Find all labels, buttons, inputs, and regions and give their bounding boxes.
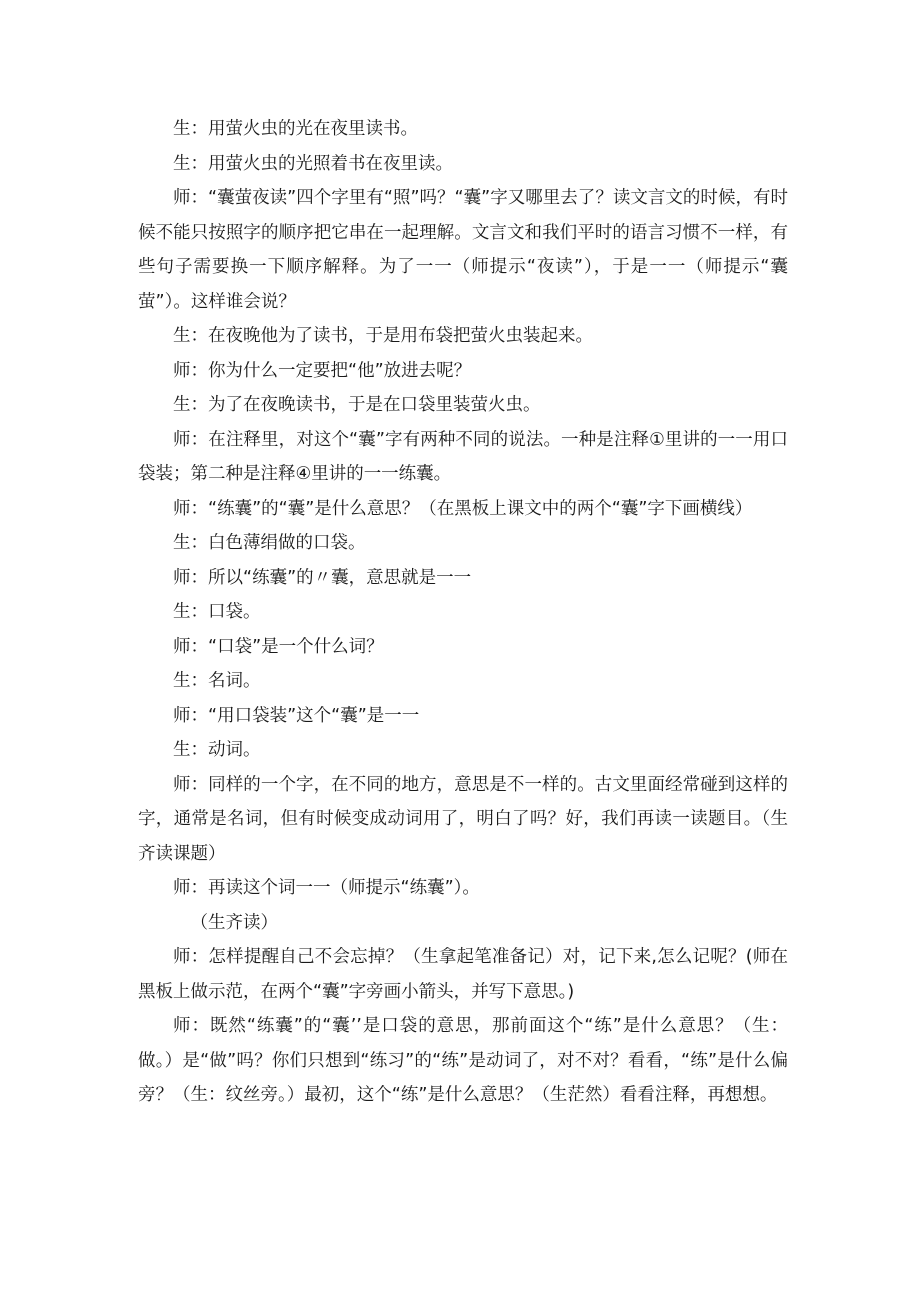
dialogue-line-teacher: 师：“囊萤夜读”四个字里有“照”吗？“囊”字又哪里去了？读文言文的时候，有时候不能只按照字的顺序把它串在一起理解。文言文和我们平时的语言习惯不一样，有些句子需要换一下顺序解释。为了一一（师提示“夜读”），于是一一（师提示“囊萤”）。这样谁会说？ xyxy=(138,188,788,312)
dialogue-line-student: 生：在夜晚他为了读书，于是用布袋把萤火虫装起来。 xyxy=(173,326,593,346)
dialogue-line-teacher: 师：“口袋”是一个什么词？ xyxy=(173,636,384,657)
dialogue-line-teacher: 师：同样的一个字，在不同的地方，意思是不一样的。古文里面经常碰到这样的字，通常是名词，但有时候变成动词用了，明白了吗？好，我们再读一读题目。（生齐读课题） xyxy=(138,774,788,864)
dialogue-line-teacher: 师：再读这个词一一（师提示“练囊”）。 xyxy=(173,878,480,898)
dialogue-line-student: 生：白色薄绢做的口袋。 xyxy=(173,533,366,553)
dialogue-line-student: 生：用萤火虫的光在夜里读书。 xyxy=(173,119,418,139)
dialogue-line-teacher: 师：“用口袋装”这个“囊”是一一 xyxy=(173,705,420,726)
dialogue-line-teacher: 师：怎样提醒自己不会忘掉？（生拿起笔准备记）对，记下来,怎么记呢？(师在黑板上做示范，在两个“囊”字旁画小箭头，并写下意思。) xyxy=(138,947,788,1002)
document-page xyxy=(138,112,788,1113)
dialogue-line-student: 生：动词。 xyxy=(173,740,261,760)
dialogue-line-teacher: 师：既然“练囊”的“囊’’是口袋的意思，那前面这个“练”是什么意思？（生：做。）是“做”吗？你们只想到“练习”的“练”是动词了，对不对？看看，“练”是什么偏旁？（生：纹丝旁。）最初，这个“练”是什么意思？（生茫然）看看注释，再想想。 xyxy=(138,1016,788,1105)
dialogue-line-student: 生：名词。 xyxy=(173,671,261,691)
dialogue-line-teacher: 师：在注释里，对这个“囊”字有两种不同的说法。一种是注释①里讲的一一用口袋装；第二种是注释④里讲的一一练囊。 xyxy=(138,429,788,484)
dialogue-line-student: 生：为了在夜晚读书，于是在口袋里装萤火虫。 xyxy=(173,395,541,415)
dialogue-line-teacher: 师：你为什么一定要把“他”放进去呢？ xyxy=(173,360,472,381)
dialogue-line-teacher: 师：所以“练囊”的〃囊，意思就是一一 xyxy=(173,567,472,588)
dialogue-line-teacher: 师：“练囊”的“囊”是什么意思？（在黑板上课文中的两个“囊”字下画横线） xyxy=(173,498,753,519)
stage-direction: （生齐读） xyxy=(190,912,278,933)
dialogue-line-student: 生：口袋。 xyxy=(173,602,261,622)
dialogue-line-student: 生：用萤火虫的光照着书在夜里读。 xyxy=(173,153,453,174)
